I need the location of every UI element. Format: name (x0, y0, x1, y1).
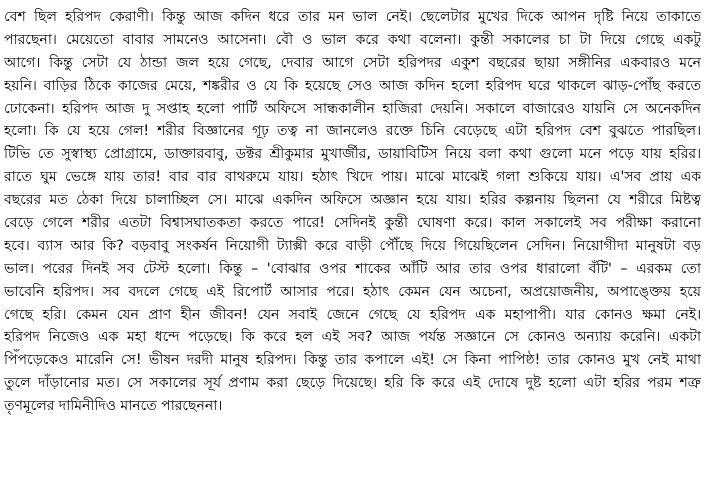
text-line: হবে। ব্যাস আর কি? বড়বাবু সংকর্ষন নিয়োগী ট্যাক্সী করে বাড়ী পৌঁছে দিয়ে গিয়েছিলেন সেদিন। নিয়োগীদা মানুষটা বড় (4, 237, 701, 254)
text-line: ঢোকেনা। হরিপদ আজ দু সপ্তাহ হলো পার্টি অফিসে সান্ধকালীন হাজিরা দেয়নি। সকালে বাজারেও যায়নি সে অনেকদিন (4, 100, 701, 117)
text-line: পিঁপড়েকেও মারেনি সে! ভীষন দরদী মানুষ হরিপদ। কিন্তু তার কপালে এই! সে কিনা পাপিষ্ঠ! তার কোনও মুখ নেই মাথা (4, 352, 701, 369)
text-line: পারছেনা। মেয়েতো বাবার সামনেও আসেনা। বৌ ও ভাল করে কথা বলেনা। কুন্তী সকালের চা টা দিয়ে গেছে একটু (4, 31, 701, 48)
text-line: হরিপদ নিজেও এক মহা ধন্দে পড়েছে। কি করে হল এই সব? আজ পর্যন্ত সজ্ঞানে সে কোনও অন্যায় করেনি। একটা (4, 329, 701, 346)
text-line: ভাবেনি হরিপদ। সব বদলে গেছে এই রিপোর্ট আসার পরে। হঠাৎ কেমন যেন অচেনা, অপ্রয়োজনীয়, অপাঙ্ক্তেয় হয়ে (4, 283, 701, 300)
text-line: হয়নি। বাড়ির ঠিকে কাজের মেয়ে, শঙ্করীর ও যে কি হয়েছে সেও আজ কদিন হলো হরিপদ ঘরে থাকলে ঝাড়-পোঁছ করতে (4, 77, 701, 94)
text-line: আগে। কিন্তু সেটা যে ঠান্ডা জল হয়ে গেছে, দেবার আগে সেটা হরিপদর একুশ বছরের ছায়া সঙ্গীনির একবারও মনে (4, 54, 701, 71)
text-line: রাতে ঘুম ভেঙ্গে যায় তার! বার বার বাথরুমে যায়। হঠাৎ খিদে পায়। মাঝে মাঝেই গলা শুকিয়ে যায়। এ'সব প্রায় এক (4, 169, 701, 186)
text-line: বছরের মত ঠেকা দিয়ে চালাচ্ছিল সে। মাঝে একদিন অফিসে অজ্ঞান হয়ে যায়। হরির কল্পনায় ছিলনা যে শরীরে মিষ্টত্ব (4, 192, 701, 209)
text-line: বেশ ছিল হরিপদ কেরাণী। কিন্তু আজ কদিন ধরে তার মন ভাল নেই। ছেলেটার মুখের দিকে আপন দৃষ্টি নিয়ে তাকাতে (4, 9, 701, 25)
text-line: টিভি তে সুস্বাস্থ্য প্রোগ্রামে, ডাক্তারবাবু, ডক্টর শ্রীকুমার মুখার্জীর, ডায়াবিটিস নিয়ে বলা কথা গুলো মনে পড়ে যায় হরির। (4, 146, 701, 163)
text-line: বেড়ে গেলে শরীর এতটা বিশ্বাসঘাতকতা করতে পারে! সেদিনই কুন্তী ঘোষণা করে। কাল সকালেই সব পরীক্ষা করানো (4, 215, 701, 232)
text-line: গেছে হরি। কেমন যেন প্রাণ হীন জীবন! যেন সবাই জেনে গেছে যে হরিপদ এক মহাপাপী। যার কোনও ক্ষমা নেই। (4, 306, 701, 323)
text-line: ভাল। পরের দিনই সব টেস্ট হলো। কিন্তু – 'বোঝার ওপর শাকের আঁটি আর তার ওপর ধারালো বঁটি' – এরকম তো (4, 260, 701, 277)
text-line: তুলে দাঁড়ানোর মত। সে সকালের সূর্য প্রণাম করা ছেড়ে দিয়েছে। হরি কি করে এই দোষে দুষ্ট হলো এটা হরির পরম শত্রু (4, 375, 701, 392)
story-paragraph (4, 6, 701, 418)
text-line-last: তৃণমূলের দামিনীদিও মানতে পারছেননা। (4, 398, 223, 415)
text-line: হলো। কি যে হয়ে গেল! শরীর বিজ্ঞানের গূঢ় তত্ব না জানলেও রক্তে চিনি বেড়েছে এটা হরিপদ বেশ বুঝতে পারছিল। (4, 123, 701, 140)
